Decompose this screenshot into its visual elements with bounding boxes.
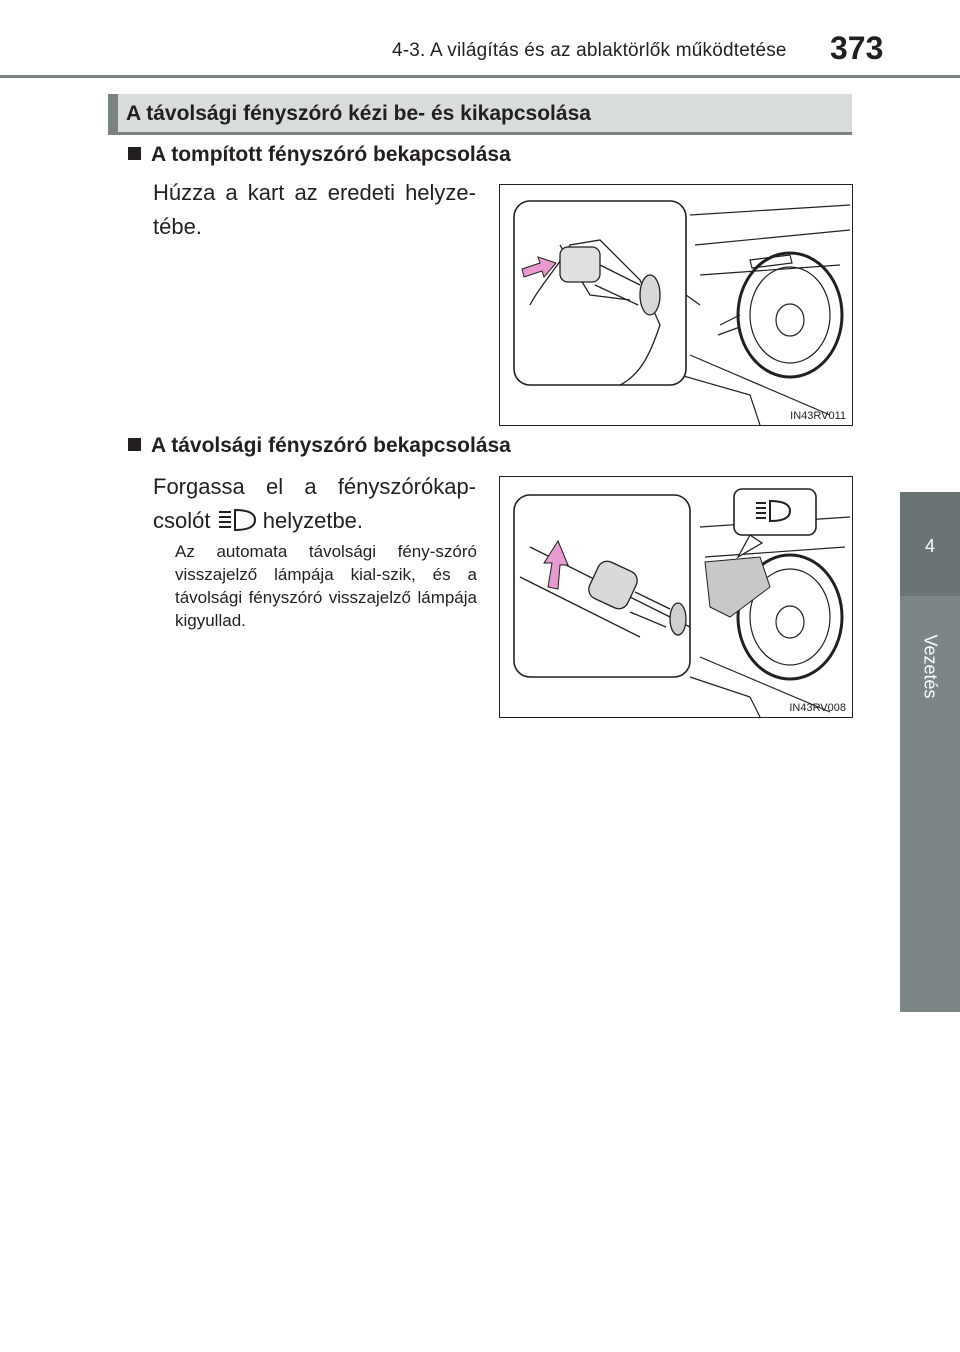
section-title: A távolsági fényszóró kézi be- és kikapcsolása (126, 102, 591, 125)
low-beam-instruction: Húzza a kart az eredeti helyze-tébe. (153, 180, 476, 239)
section-heading-bar (108, 94, 852, 135)
square-bullet-icon (128, 147, 141, 160)
subheading-low-beam (128, 143, 511, 167)
figure-code-low-beam: IN43RV011 (790, 410, 846, 422)
high-beam-note: Az automata távolsági fény-szóró visszajelző lámpája kial-szik, és a távolsági fényszóró visszajelző lámpája kigyullad. (175, 542, 477, 630)
high-beam-instruction-text-2: helyzetbe. (262, 508, 364, 533)
figure-high-beam (499, 476, 853, 718)
high-beam-icon (217, 507, 257, 533)
figure-code-high-beam: IN43RV008 (789, 702, 846, 714)
subheading-low-beam-text: A tompított fényszóró bekapcsolása (151, 143, 511, 166)
subheading-high-beam (128, 434, 511, 458)
page-number: 373 (830, 30, 884, 66)
chapter-number: 4 (924, 536, 935, 556)
figure-low-beam (499, 184, 853, 426)
subheading-high-beam-text: A távolsági fényszóró bekapcsolása (151, 434, 511, 457)
lever-push-illustration (500, 477, 852, 717)
section-accent (108, 94, 118, 132)
high-beam-instruction-text-1: Forgassa el a fényszórókap-csolót (153, 474, 476, 533)
chapter-label: Vezetés (920, 634, 941, 699)
chapter-number-tab[interactable] (900, 492, 960, 596)
lever-pull-illustration (500, 185, 852, 425)
square-bullet-icon (128, 438, 141, 451)
header-divider (0, 75, 960, 78)
chapter-label-tab[interactable] (900, 596, 960, 1012)
running-header: 4-3. A világítás és az ablaktörlők működtetése (392, 40, 787, 61)
high-beam-instruction (153, 470, 476, 538)
